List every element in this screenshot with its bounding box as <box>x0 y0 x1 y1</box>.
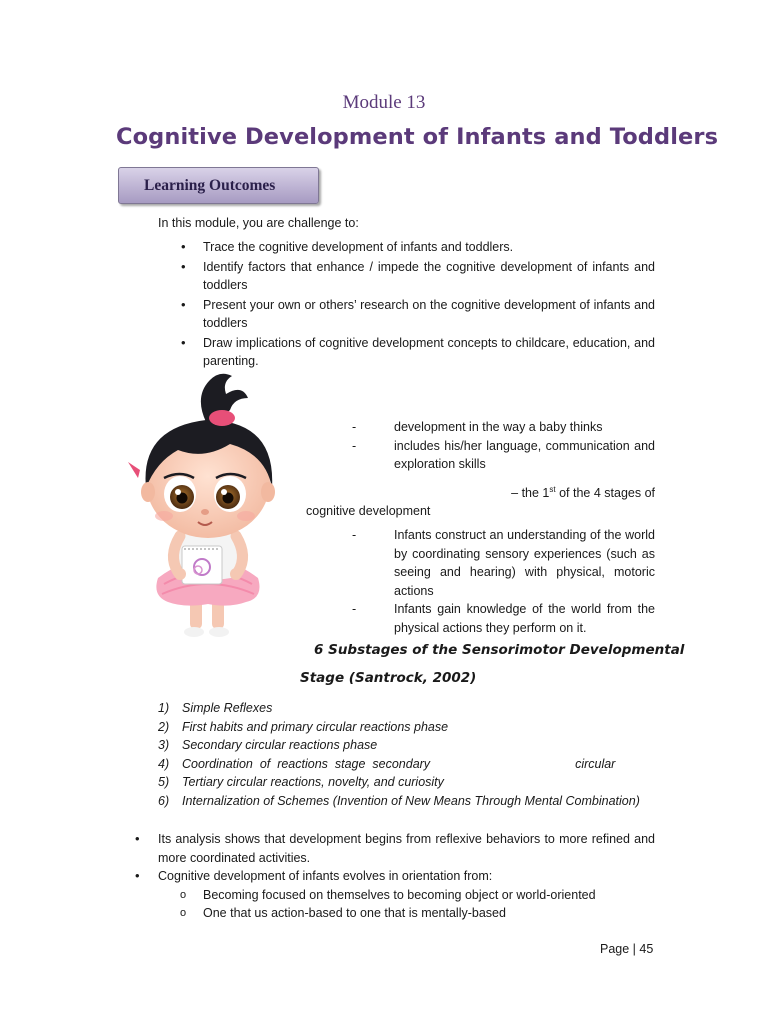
conclusions-list <box>135 830 655 923</box>
substage-number: 1) <box>158 701 170 715</box>
substages-heading-line2: Stage (Santrock, 2002) <box>300 670 477 686</box>
sensorimotor-point: - Infants gain knowledge of the world from the physical actions they perform on it. <box>373 600 655 637</box>
substage-item <box>158 755 640 774</box>
page-title: Cognitive Development of Infants and Toddlers <box>116 124 719 150</box>
stage-line-suffix: of the 4 stages of <box>555 486 655 500</box>
outcomes-list <box>181 238 655 372</box>
outcome-item: • Identify factors that enhance / impede the cognitive development of infants and toddlers <box>181 258 655 295</box>
orientation-item: o Becoming focused on themselves to becoming object or world-oriented <box>158 886 655 905</box>
substage-text: Internalization of Schemes (Invention of New Means Through Mental Combination) <box>182 793 640 808</box>
definition-item: - includes his/her language, communication and exploration skills <box>373 437 655 474</box>
sensorimotor-point: - Infants construct an understanding of the world by coordinating sensory experiences (such as seeing and hearing) with physical, motoric actions <box>373 526 655 600</box>
cognitive-definition-list <box>373 418 655 474</box>
sensorimotor-points-list <box>373 526 655 637</box>
learning-outcomes-box <box>118 167 319 204</box>
module-label: Module 13 <box>342 92 426 113</box>
substage-item <box>158 699 640 718</box>
substage-text: Secondary circular reactions phase <box>182 738 378 752</box>
outcome-item: • Draw implications of cognitive development concepts to childcare, education, and parenting. <box>181 334 655 371</box>
substage-text: Tertiary circular reactions, novelty, and curiosity <box>182 775 444 789</box>
conclusion-item: • Its analysis shows that development begins from reflexive behaviors to more refined and more coordinated activities. <box>135 830 655 867</box>
stage-line-continuation: cognitive development <box>306 504 431 518</box>
substage-item <box>158 718 640 737</box>
orientation-list <box>158 886 655 923</box>
definition-item: - development in the way a baby thinks <box>373 418 655 437</box>
learning-outcomes-label: Learning Outcomes <box>144 177 276 194</box>
substage-number: 5) <box>158 775 170 789</box>
substage-number: 3) <box>158 738 170 752</box>
stage-line-superscript: st <box>549 485 556 494</box>
substage-item <box>158 773 640 792</box>
outcome-item: • Trace the cognitive development of infants and toddlers. <box>181 238 655 257</box>
conclusion-text: Cognitive development of infants evolves in orientation from: <box>158 869 493 883</box>
substage-text: Simple Reflexes <box>182 701 273 715</box>
intro-text: In this module, you are challenge to: <box>158 216 359 230</box>
substage-text: First habits and primary circular reactions phase <box>182 719 449 734</box>
toddler-illustration <box>118 370 298 664</box>
stage-line-prefix: – the 1 <box>511 486 550 500</box>
orientation-item: o One that us action-based to one that is mentally-based <box>158 904 655 923</box>
substage-text-tail: circular <box>575 756 616 771</box>
substage-text: Coordination of reactions stage secondary <box>182 756 431 771</box>
page-number: Page | 45 <box>600 942 654 956</box>
outcome-item: • Present your own or others’ research on the cognitive development of infants and toddlers <box>181 296 655 333</box>
substage-number: 2) <box>158 719 170 734</box>
conclusion-item <box>135 867 655 923</box>
substage-item <box>158 792 640 811</box>
substages-list <box>158 699 640 810</box>
sensorimotor-stage-line <box>372 484 655 503</box>
substage-number: 4) <box>158 756 170 771</box>
substage-number: 6) <box>158 793 170 808</box>
substages-heading-line1: 6 Substages of the Sensorimotor Developmental <box>314 642 685 658</box>
substage-item <box>158 736 640 755</box>
